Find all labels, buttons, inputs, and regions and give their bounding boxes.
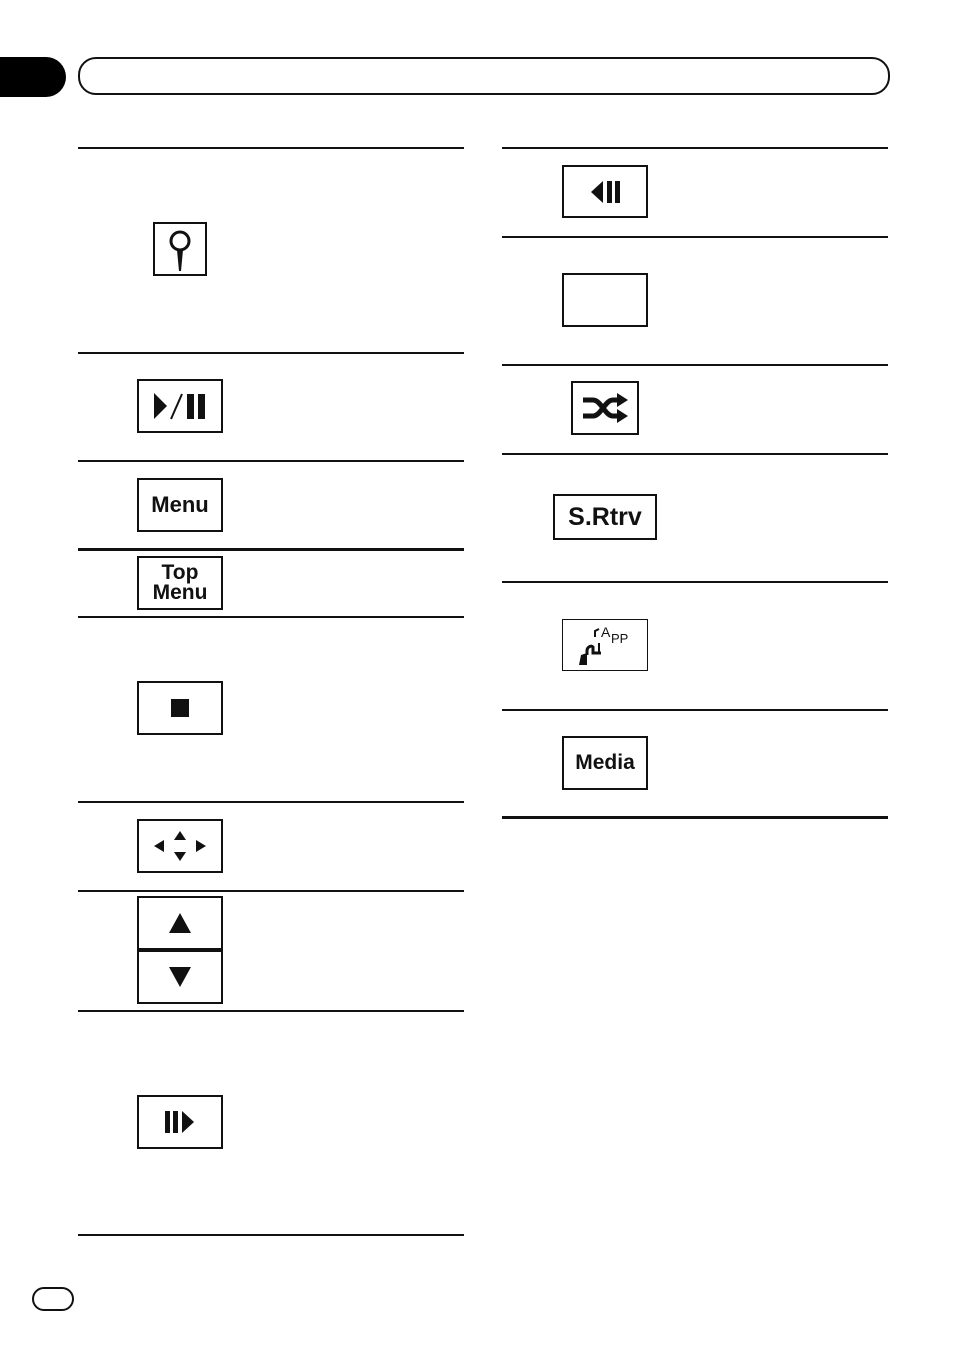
up-button[interactable] bbox=[137, 896, 223, 950]
divider bbox=[78, 147, 464, 149]
chapter-tab bbox=[0, 57, 66, 97]
divider bbox=[78, 616, 464, 618]
slow-reverse-icon bbox=[585, 178, 625, 206]
divider bbox=[502, 236, 888, 238]
top-menu-button[interactable] bbox=[137, 556, 223, 610]
slow-forward-icon bbox=[160, 1108, 200, 1136]
divider bbox=[502, 816, 888, 819]
divider bbox=[78, 1234, 464, 1236]
sound-retriever-label: S.Rtrv bbox=[568, 502, 642, 531]
slow-reverse-button[interactable] bbox=[562, 165, 648, 218]
svg-text:A: A bbox=[601, 624, 611, 640]
divider bbox=[502, 364, 888, 366]
header-bar bbox=[78, 57, 890, 95]
play-pause-button[interactable] bbox=[137, 379, 223, 433]
slow-forward-button[interactable] bbox=[137, 1095, 223, 1149]
shuffle-button[interactable] bbox=[571, 381, 639, 435]
media-label: Media bbox=[575, 751, 635, 774]
divider bbox=[78, 460, 464, 462]
search-icon bbox=[163, 225, 197, 273]
app-button[interactable] bbox=[562, 619, 648, 671]
search-button[interactable] bbox=[153, 222, 207, 276]
divider bbox=[502, 147, 888, 149]
divider bbox=[502, 581, 888, 583]
play-pause-icon bbox=[149, 389, 211, 423]
top-menu-label-line2: Menu bbox=[152, 581, 208, 604]
down-button[interactable] bbox=[137, 950, 223, 1004]
divider bbox=[78, 352, 464, 354]
divider bbox=[78, 1010, 464, 1012]
triangle-up-icon bbox=[167, 911, 193, 935]
top-menu-label-line1: Top bbox=[161, 561, 199, 584]
stop-button[interactable] bbox=[137, 681, 223, 735]
app-icon bbox=[575, 623, 635, 667]
divider bbox=[502, 709, 888, 711]
sound-retriever-button[interactable] bbox=[553, 494, 657, 540]
divider bbox=[78, 890, 464, 892]
menu-label: Menu bbox=[151, 492, 209, 517]
blank-button[interactable] bbox=[562, 273, 648, 327]
triangle-down-icon bbox=[167, 965, 193, 989]
shuffle-icon bbox=[579, 390, 631, 426]
arrow-keys-button[interactable] bbox=[137, 819, 223, 873]
media-button[interactable] bbox=[562, 736, 648, 790]
menu-button[interactable] bbox=[137, 478, 223, 532]
svg-text:PP: PP bbox=[611, 631, 629, 646]
page-badge bbox=[32, 1287, 74, 1311]
arrow-keys-icon bbox=[150, 828, 210, 864]
stop-icon bbox=[169, 697, 191, 719]
divider bbox=[502, 453, 888, 455]
divider bbox=[78, 801, 464, 803]
divider bbox=[78, 548, 464, 551]
